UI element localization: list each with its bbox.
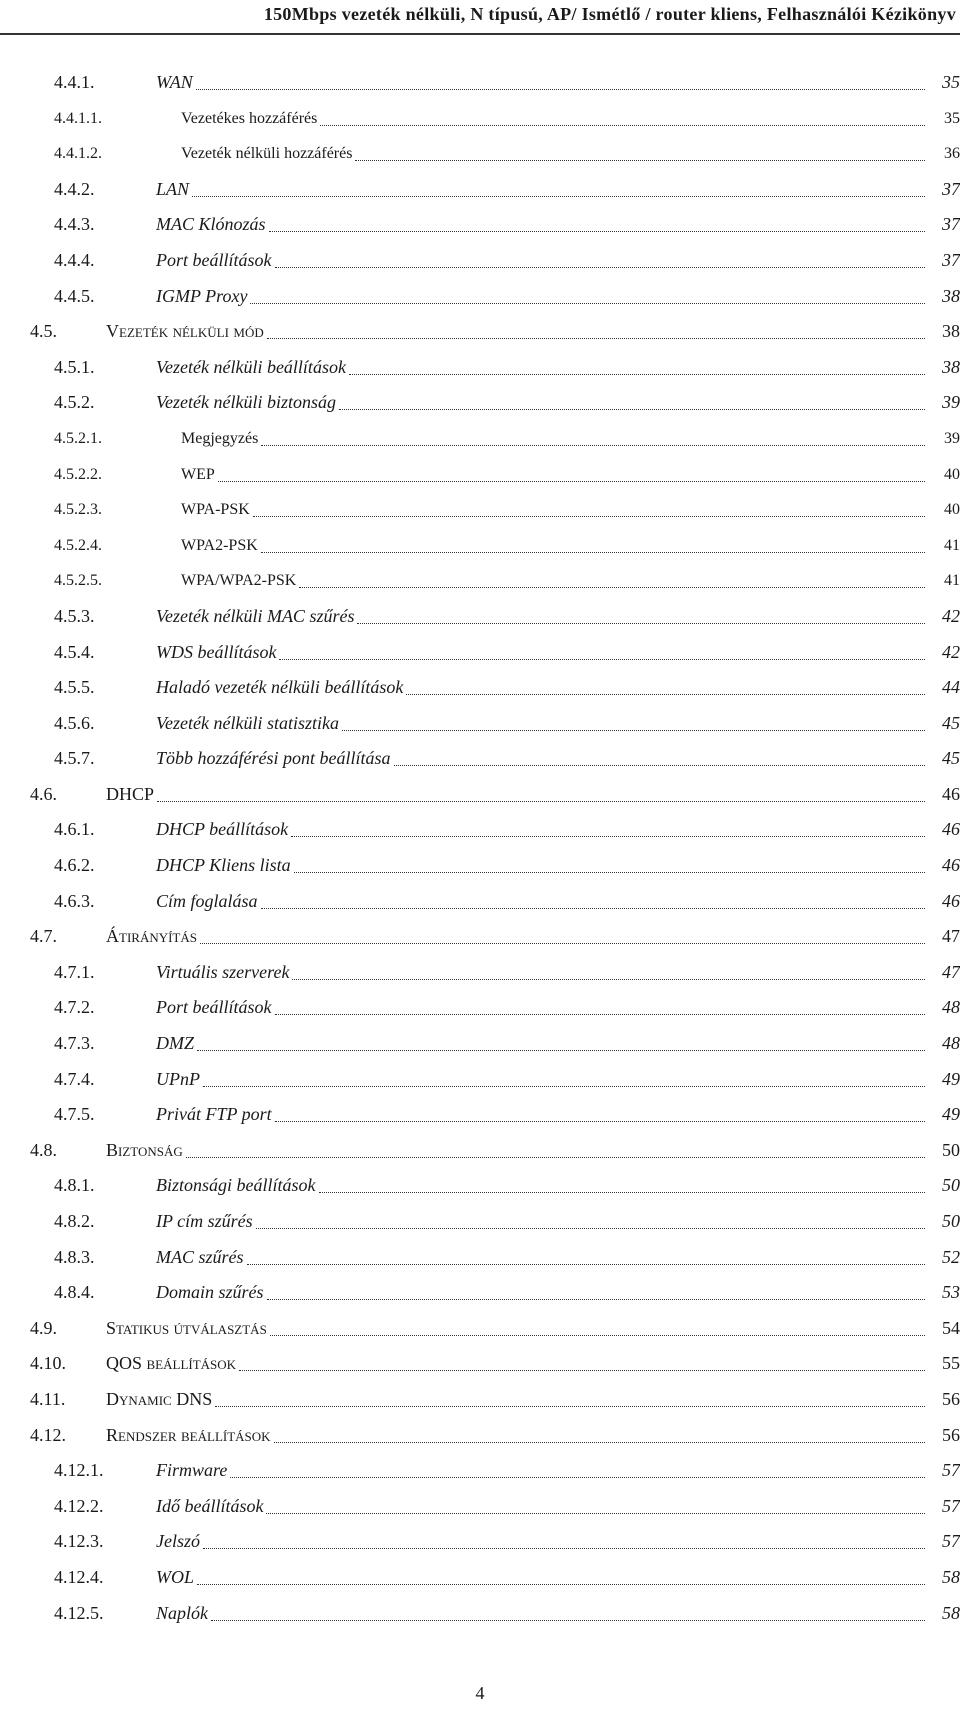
toc-entry-page: 36 xyxy=(944,145,960,163)
toc-entry-title: Biztonsági beállítások xyxy=(156,1175,316,1196)
toc-entry-number: 4.12.5. xyxy=(54,1602,104,1623)
toc-dot-leader xyxy=(275,267,925,268)
toc-entry[interactable] xyxy=(0,1062,960,1098)
toc-entry[interactable] xyxy=(0,1240,960,1276)
toc-entry-page: 37 xyxy=(942,178,960,199)
toc-dot-leader xyxy=(320,125,925,126)
toc-entry-title: Vezeték nélküli statisztika xyxy=(156,712,339,733)
toc-entry-number: 4.5.6. xyxy=(54,712,95,733)
toc-entry-page: 57 xyxy=(942,1531,960,1552)
toc-entry-title: WDS beállítások xyxy=(156,641,277,662)
toc-entry[interactable] xyxy=(0,1489,960,1525)
toc-entry-title: WPA2-PSK xyxy=(181,536,258,554)
toc-entry-title: WPA/WPA2-PSK xyxy=(181,572,297,590)
page-header xyxy=(0,0,960,35)
toc-entry[interactable] xyxy=(0,706,960,742)
toc-entry-title: WAN xyxy=(156,72,193,92)
toc-entry-number: 4.8.4. xyxy=(54,1282,95,1303)
toc-entry-page: 45 xyxy=(942,712,960,733)
toc-entry[interactable] xyxy=(0,919,960,955)
toc-entry-page: 37 xyxy=(942,214,960,235)
toc-entry[interactable] xyxy=(0,1382,960,1418)
toc-entry[interactable] xyxy=(0,385,960,421)
toc-entry[interactable] xyxy=(0,1346,960,1382)
toc-dot-leader xyxy=(270,1335,925,1336)
toc-dot-leader xyxy=(250,303,925,304)
toc-entry-page: 57 xyxy=(942,1495,960,1516)
toc-dot-leader xyxy=(267,338,925,339)
toc-entry-title: DMZ xyxy=(156,1033,195,1054)
toc-entry-number: 4.7.1. xyxy=(54,961,95,982)
toc-entry[interactable] xyxy=(0,635,960,671)
toc-entry[interactable] xyxy=(0,777,960,813)
toc-entry-number: 4.6. xyxy=(30,783,57,804)
toc-entry-number: 4.4.5. xyxy=(54,285,95,306)
toc-dot-leader xyxy=(192,196,925,197)
toc-entry[interactable] xyxy=(0,955,960,991)
toc-entry-page: 54 xyxy=(942,1317,960,1338)
toc-entry-page: 50 xyxy=(942,1211,960,1231)
toc-entry-number: 4.5.4. xyxy=(54,641,95,662)
toc-entry-page: 48 xyxy=(942,997,960,1018)
toc-entry-page: 35 xyxy=(944,109,960,127)
toc-dot-leader xyxy=(342,730,925,731)
toc-entry-number: 4.4.4. xyxy=(54,249,95,270)
toc-entry[interactable] xyxy=(0,65,960,101)
toc-dot-leader xyxy=(275,1121,925,1122)
toc-entry[interactable] xyxy=(0,1560,960,1596)
toc-entry-page: 56 xyxy=(942,1424,960,1445)
toc-entry-number: 4.12.4. xyxy=(54,1566,104,1587)
toc-entry-title: Dynamic DNS xyxy=(106,1388,213,1409)
toc-entry-title: Statikus útválasztás xyxy=(106,1317,267,1338)
toc-dot-leader xyxy=(256,1228,925,1229)
toc-entry-page: 39 xyxy=(942,392,960,413)
toc-entry[interactable] xyxy=(0,741,960,777)
toc-dot-leader xyxy=(299,587,925,588)
toc-entry-number: 4.5.2.3. xyxy=(54,501,102,519)
toc-entry-number: 4.4.2. xyxy=(54,178,95,199)
toc-entry-title: UPnP xyxy=(156,1068,200,1089)
toc-entry-number: 4.5.2.4. xyxy=(54,536,102,554)
toc-entry-page: 55 xyxy=(942,1353,960,1374)
toc-entry-title: Átirányítás xyxy=(106,926,197,947)
toc-entry-title: LAN xyxy=(156,178,190,199)
toc-entry[interactable] xyxy=(0,1596,960,1632)
toc-dot-leader xyxy=(247,1264,925,1265)
toc-entry-number: 4.7.4. xyxy=(54,1068,95,1089)
toc-entry-page: 56 xyxy=(942,1388,960,1409)
toc-dot-leader xyxy=(267,1299,925,1300)
toc-entry-page: 49 xyxy=(942,1104,960,1125)
toc-entry-number: 4.8.3. xyxy=(54,1246,95,1267)
toc-dot-leader xyxy=(261,552,925,553)
toc-entry-title: QOS beállítások xyxy=(106,1353,237,1374)
toc-entry-number: 4.7.3. xyxy=(54,1033,95,1054)
toc-dot-leader xyxy=(275,1014,925,1015)
toc-entry-title: Több hozzáférési pont beállítása xyxy=(156,748,391,769)
toc-entry-number: 4.4.3. xyxy=(54,214,95,235)
toc-entry[interactable] xyxy=(0,279,960,315)
toc-dot-leader xyxy=(355,160,925,161)
toc-entry-title: Haladó vezeték nélküli beállítások xyxy=(156,677,404,698)
toc-entry-page: 49 xyxy=(942,1068,960,1089)
toc-entry[interactable] xyxy=(0,314,960,350)
toc-entry-number: 4.9. xyxy=(30,1317,57,1338)
toc-dot-leader xyxy=(253,516,925,517)
toc-entry-page: 38 xyxy=(942,356,960,377)
toc-entry-number: 4.5.7. xyxy=(54,748,95,769)
toc-entry[interactable] xyxy=(0,528,960,564)
toc-entry-page: 39 xyxy=(944,429,960,447)
toc-dot-leader xyxy=(203,1086,925,1087)
toc-entry-page: 45 xyxy=(942,748,960,769)
table-of-contents xyxy=(0,65,960,1631)
toc-entry-title: MAC szűrés xyxy=(156,1246,244,1267)
toc-dot-leader xyxy=(266,1513,925,1514)
toc-entry-title: Port beállítások xyxy=(156,249,272,270)
toc-dot-leader xyxy=(319,1192,925,1193)
toc-entry-number: 4.5.5. xyxy=(54,677,95,698)
toc-entry[interactable] xyxy=(0,101,960,137)
toc-entry[interactable] xyxy=(0,172,960,208)
toc-entry-title: IGMP Proxy xyxy=(156,285,248,306)
toc-entry[interactable] xyxy=(0,421,960,457)
toc-entry-page: 58 xyxy=(942,1566,960,1587)
toc-entry-page: 35 xyxy=(942,72,960,92)
toc-entry-title: DHCP xyxy=(106,783,155,804)
toc-entry-page: 57 xyxy=(942,1460,960,1481)
toc-entry-page: 41 xyxy=(944,572,960,590)
toc-dot-leader xyxy=(215,1406,925,1407)
toc-dot-leader xyxy=(203,1548,925,1549)
toc-entry-title: DHCP beállítások xyxy=(156,819,289,840)
toc-entry-number: 4.11. xyxy=(30,1388,66,1409)
toc-entry-title: Virtuális szerverek xyxy=(156,961,290,982)
toc-entry[interactable] xyxy=(0,350,960,386)
toc-entry-title: WEP xyxy=(181,465,215,483)
toc-entry[interactable] xyxy=(0,457,960,493)
toc-entry-number: 4.12. xyxy=(30,1424,66,1445)
toc-entry-title: Megjegyzés xyxy=(181,429,259,447)
toc-entry-page: 53 xyxy=(942,1282,960,1303)
toc-entry[interactable] xyxy=(0,1311,960,1347)
toc-entry-title: Jelszó xyxy=(156,1531,200,1552)
toc-entry-number: 4.4.1. xyxy=(54,72,95,92)
toc-entry[interactable] xyxy=(0,599,960,635)
toc-dot-leader xyxy=(274,1442,925,1443)
toc-entry-title: IP cím szűrés xyxy=(156,1211,253,1231)
toc-entry-number: 4.6.2. xyxy=(54,855,95,876)
toc-dot-leader xyxy=(406,694,925,695)
toc-dot-leader xyxy=(292,979,925,980)
toc-dot-leader xyxy=(211,1620,925,1621)
toc-entry-page: 47 xyxy=(942,926,960,947)
toc-entry[interactable] xyxy=(0,1453,960,1489)
toc-entry-title: Domain szűrés xyxy=(156,1282,264,1303)
toc-entry-title: Vezetékes hozzáférés xyxy=(181,109,318,127)
toc-entry[interactable] xyxy=(0,1204,960,1240)
toc-entry[interactable] xyxy=(0,848,960,884)
toc-entry-number: 4.4.1.1. xyxy=(54,109,102,127)
toc-entry[interactable] xyxy=(0,207,960,243)
toc-entry-number: 4.12.2. xyxy=(54,1495,104,1516)
toc-dot-leader xyxy=(394,765,925,766)
toc-entry-title: DHCP Kliens lista xyxy=(156,855,291,876)
toc-entry[interactable] xyxy=(0,243,960,279)
toc-entry-page: 41 xyxy=(944,536,960,554)
toc-entry[interactable] xyxy=(0,563,960,599)
toc-entry[interactable] xyxy=(0,1168,960,1204)
toc-entry-page: 37 xyxy=(942,249,960,270)
toc-entry[interactable] xyxy=(0,1524,960,1560)
toc-entry-title: WOL xyxy=(156,1566,195,1587)
toc-entry-number: 4.4.1.2. xyxy=(54,145,102,163)
toc-dot-leader xyxy=(200,943,925,944)
page-number: 4 xyxy=(475,1683,485,1703)
toc-entry-page: 46 xyxy=(942,819,960,840)
toc-entry-number: 4.6.3. xyxy=(54,890,95,911)
toc-entry[interactable] xyxy=(0,1275,960,1311)
toc-dot-leader xyxy=(261,445,925,446)
toc-entry-title: Vezeték nélküli beállítások xyxy=(156,356,346,377)
toc-entry-page: 38 xyxy=(942,285,960,306)
toc-entry-title: Port beállítások xyxy=(156,997,272,1018)
toc-dot-leader xyxy=(291,836,925,837)
toc-entry-page: 52 xyxy=(942,1246,960,1267)
toc-entry-title: Cím foglalása xyxy=(156,890,258,911)
toc-entry-number: 4.5. xyxy=(30,321,57,342)
toc-entry-page: 40 xyxy=(944,465,960,483)
toc-entry-page: 46 xyxy=(942,783,960,804)
toc-entry-page: 38 xyxy=(942,321,960,342)
toc-entry-page: 47 xyxy=(942,961,960,982)
toc-entry[interactable] xyxy=(0,492,960,528)
toc-entry-title: Biztonság xyxy=(106,1139,183,1160)
toc-entry[interactable] xyxy=(0,812,960,848)
toc-dot-leader xyxy=(196,89,925,90)
toc-dot-leader xyxy=(218,481,925,482)
toc-entry[interactable] xyxy=(0,884,960,920)
toc-entry-number: 4.12.3. xyxy=(54,1531,104,1552)
toc-entry-number: 4.5.2. xyxy=(54,392,95,413)
toc-entry-number: 4.12.1. xyxy=(54,1460,104,1481)
toc-entry-number: 4.8. xyxy=(30,1139,57,1160)
toc-entry[interactable] xyxy=(0,1133,960,1169)
toc-dot-leader xyxy=(294,872,925,873)
toc-entry-title: MAC Klónozás xyxy=(156,214,266,235)
toc-entry-page: 42 xyxy=(942,641,960,662)
toc-entry-number: 4.7. xyxy=(30,926,57,947)
toc-dot-leader xyxy=(269,231,925,232)
toc-dot-leader xyxy=(230,1477,925,1478)
toc-entry[interactable] xyxy=(0,990,960,1026)
toc-entry-page: 46 xyxy=(942,855,960,876)
toc-entry-page: 44 xyxy=(942,677,960,698)
toc-entry-number: 4.10. xyxy=(30,1353,66,1374)
toc-entry-page: 50 xyxy=(942,1175,960,1196)
toc-entry-page: 46 xyxy=(942,890,960,911)
toc-entry-number: 4.6.1. xyxy=(54,819,95,840)
toc-entry-number: 4.5.2.1. xyxy=(54,429,102,447)
toc-entry-title: Privát FTP port xyxy=(156,1104,272,1125)
toc-entry[interactable] xyxy=(0,1418,960,1454)
toc-entry-title: Vezeték nélküli hozzáférés xyxy=(181,145,353,163)
document-title: 150Mbps vezeték nélküli, N típusú, AP/ Ismétlő / router kliens, Felhasználói Kézikönyv xyxy=(263,4,956,24)
toc-entry-title: Rendszer beállítások xyxy=(106,1424,271,1445)
toc-dot-leader xyxy=(186,1157,925,1158)
toc-entry-page: 40 xyxy=(944,501,960,519)
toc-entry-number: 4.5.2.2. xyxy=(54,465,102,483)
toc-entry-title: Vezeték nélküli biztonság xyxy=(156,392,336,413)
toc-dot-leader xyxy=(197,1584,925,1585)
toc-entry-number: 4.8.2. xyxy=(54,1211,95,1231)
toc-entry-number: 4.5.1. xyxy=(54,356,95,377)
toc-entry-page: 42 xyxy=(942,605,960,626)
toc-dot-leader xyxy=(261,908,925,909)
toc-entry-title: Naplók xyxy=(156,1602,208,1623)
toc-entry[interactable] xyxy=(0,1097,960,1133)
toc-entry-page: 50 xyxy=(942,1139,960,1160)
toc-dot-leader xyxy=(197,1050,925,1051)
toc-entry-number: 4.8.1. xyxy=(54,1175,95,1196)
toc-entry-number: 4.7.2. xyxy=(54,997,95,1018)
toc-entry-title: WPA-PSK xyxy=(181,501,250,519)
toc-entry-number: 4.5.2.5. xyxy=(54,572,102,590)
toc-entry-title: Vezeték nélküli MAC szűrés xyxy=(156,605,355,626)
toc-dot-leader xyxy=(349,374,925,375)
toc-entry-number: 4.7.5. xyxy=(54,1104,95,1125)
toc-entry-title: Vezeték nélküli mód xyxy=(106,321,264,342)
toc-dot-leader xyxy=(357,623,925,624)
toc-dot-leader xyxy=(239,1370,925,1371)
toc-entry[interactable] xyxy=(0,136,960,172)
toc-entry-title: Idő beállítások xyxy=(156,1495,264,1516)
toc-dot-leader xyxy=(339,409,925,410)
toc-dot-leader xyxy=(157,801,925,802)
toc-entry-number: 4.5.3. xyxy=(54,605,95,626)
toc-dot-leader xyxy=(279,659,925,660)
toc-entry-page: 48 xyxy=(942,1033,960,1054)
toc-entry-page: 58 xyxy=(942,1602,960,1623)
toc-entry[interactable] xyxy=(0,1026,960,1062)
toc-entry[interactable] xyxy=(0,670,960,706)
toc-entry-title: Firmware xyxy=(156,1460,228,1481)
